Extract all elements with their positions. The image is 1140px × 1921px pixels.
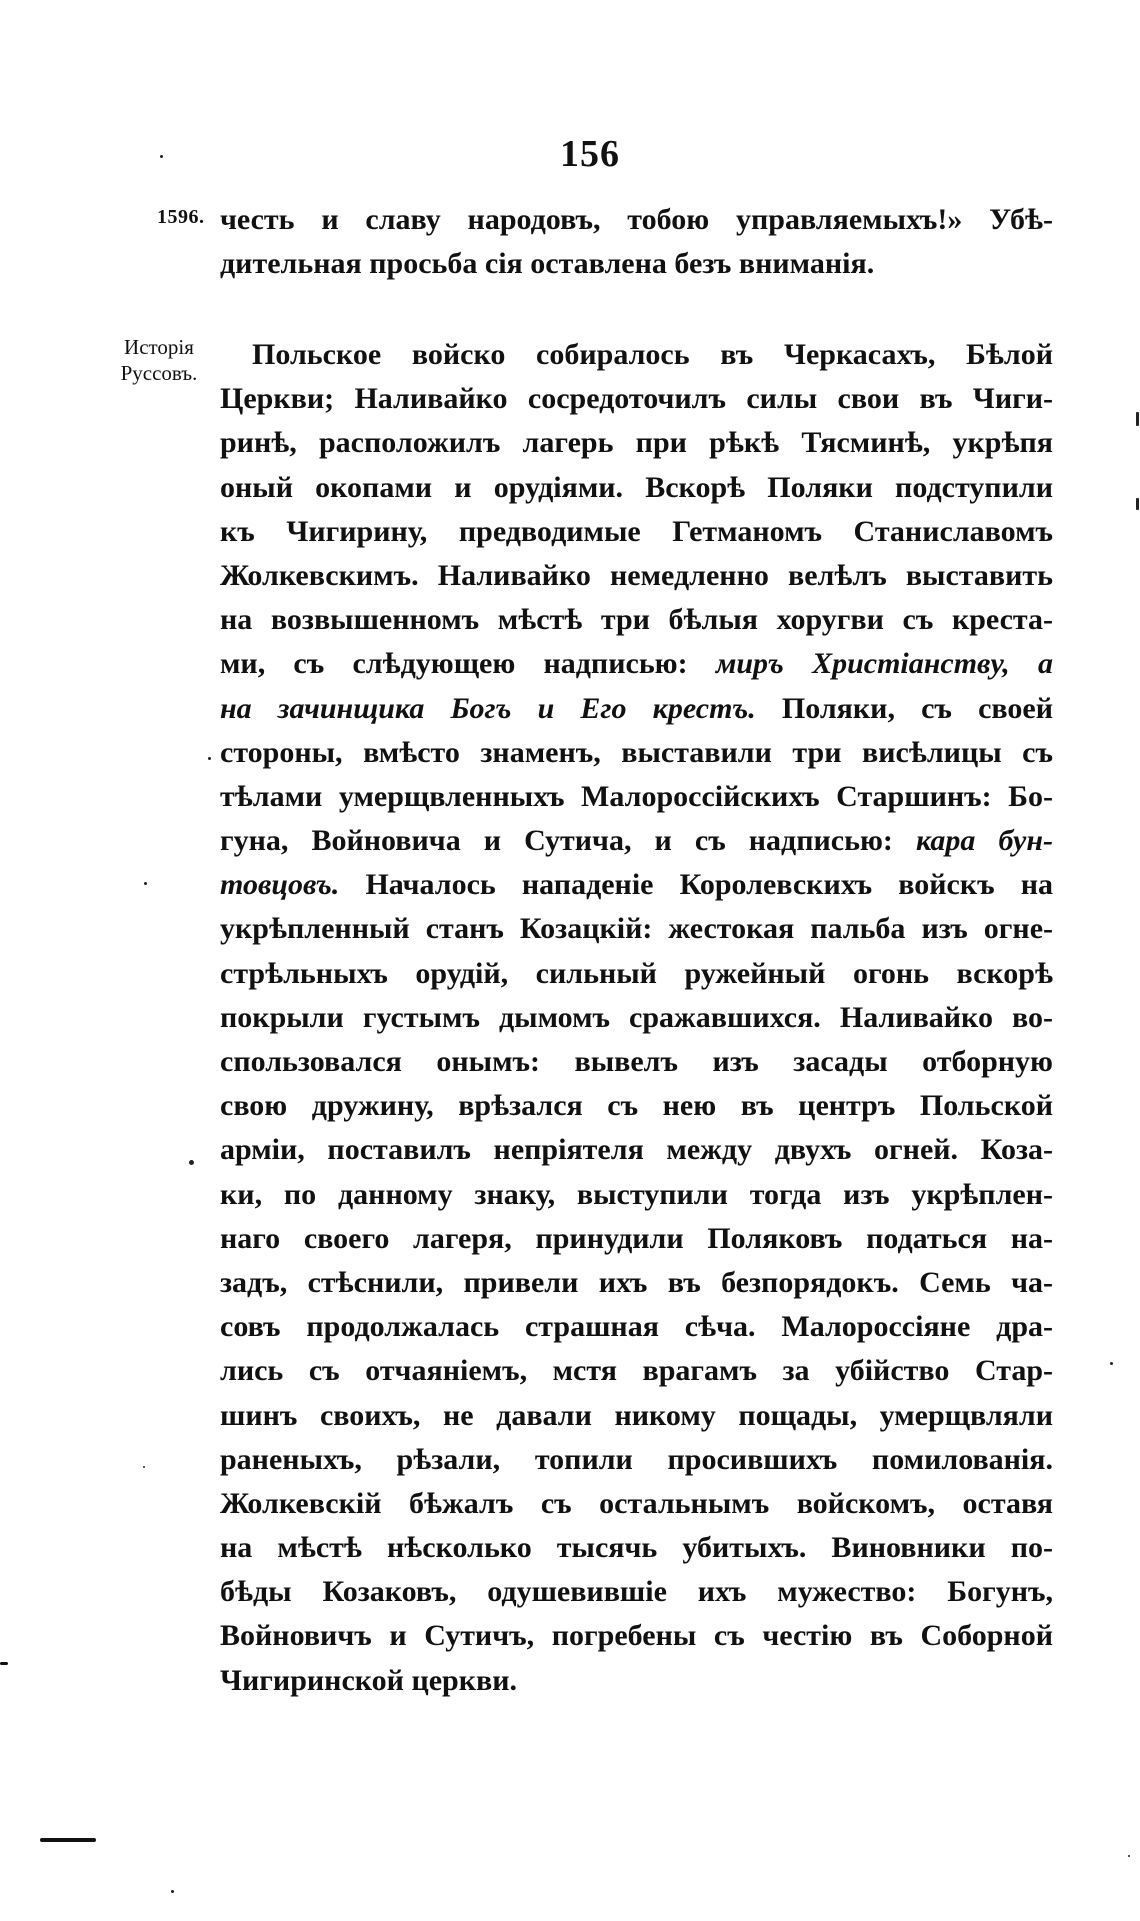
italic-inscription: миръ Христіанству, а	[715, 647, 1053, 681]
text-line: покрыли густымъ дымомъ сражавшихся. Наливайко во-	[220, 1000, 1053, 1034]
scan-speck	[160, 155, 163, 158]
scan-speck	[143, 1466, 145, 1468]
scan-dash-mark	[40, 1838, 96, 1842]
italic-inscription: кара бун-	[915, 824, 1053, 858]
text-line: лись съ отчаяніемъ, мстя врагамъ за убійство Стар-	[220, 1354, 1053, 1388]
text-line: раненыхъ, рѣзали, топили просившихъ помилованія.	[220, 1442, 1053, 1476]
text-line: совъ продолжалась страшная сѣча. Малороссіяне дра-	[220, 1310, 1053, 1344]
text-line: стороны, вмѣсто знаменъ, выставили три висѣлицы съ	[220, 735, 1053, 769]
text-line: на мѣстѣ нѣсколько тысячь убитыхъ. Виновники по-	[220, 1531, 1053, 1565]
text-line: Жолкевскимъ. Наливайко немедленно велѣлъ выставить	[220, 558, 1053, 592]
text-line	[220, 687, 1053, 731]
text-line: тѣлами умерщвленныхъ Малороссійскихъ Старшинъ: Бо-	[220, 779, 1053, 813]
scan-speck	[1110, 1362, 1113, 1365]
italic-inscription: на зачинщика Богъ и Его крестъ.	[220, 691, 756, 725]
scan-speck	[171, 1890, 174, 1893]
text-line: Церкви; Наливайко сосредоточилъ силы свои въ Чиги-	[220, 382, 1053, 416]
year-margin-note: 1596.	[157, 206, 205, 228]
scan-speck	[1128, 1855, 1130, 1857]
text-segment: гуна, Войновича и Сутича, и съ надписью:	[220, 824, 916, 858]
text-segment: Поляки, съ своей	[755, 691, 1053, 725]
source-margin-line: Руссовъ.	[120, 361, 198, 385]
text-line: шинъ своихъ, не давали никому пощады, умерщвляли	[220, 1398, 1053, 1432]
text-line: укрѣпленный станъ Козацкій: жестокая пальба изъ огне-	[220, 912, 1053, 946]
text-line: задъ, стѣснили, привели ихъ въ безпорядокъ. Семь ча-	[220, 1265, 1053, 1299]
text-line: спользовался онымъ: вывелъ изъ засады отборную	[220, 1045, 1053, 1078]
intro-paragraph	[220, 198, 1053, 286]
text-line: арміи, поставилъ непріятеля между двухъ огней. Коза-	[220, 1133, 1053, 1167]
text-line: Чигиринской церкви.	[220, 1663, 518, 1697]
text-line: ринѣ, расположилъ лагерь при рѣкѣ Тясминѣ, укрѣпя	[220, 426, 1053, 460]
scan-speck	[189, 1160, 194, 1165]
text-line: дительная просьба сія оставлена безъ вниманія.	[220, 247, 875, 280]
text-line: бѣды Козаковъ, одушевившіе ихъ мужество: Богунъ,	[220, 1575, 1053, 1609]
text-line: наго своего лагеря, принудили Поляковъ податься на-	[220, 1221, 1053, 1255]
text-segment: ми, съ слѣдующею надписью:	[220, 647, 716, 681]
text-line	[220, 863, 1053, 907]
source-margin-line: Исторія	[124, 335, 194, 359]
text-line: оный окопами и орудіями. Вскорѣ Поляки подступили	[220, 470, 1053, 504]
scan-speck	[1136, 498, 1139, 510]
text-line: свою дружину, врѣзался съ нею въ центръ Польской	[220, 1089, 1053, 1123]
text-line: на возвышенномъ мѣстѣ три бѣлыя хоругви съ креста-	[220, 603, 1053, 637]
text-line: къ Чигирину, предводимые Гетманомъ Станиславомъ	[220, 514, 1053, 548]
text-line	[220, 642, 1053, 686]
source-margin-note	[104, 334, 214, 386]
text-segment: Началось нападеніе Королевскихъ войскъ на	[339, 868, 1053, 902]
scan-speck	[208, 757, 211, 760]
text-line: ки, по данному знаку, выступили тогда изъ укрѣплен-	[220, 1177, 1053, 1211]
text-line: Жолкевскій бѣжалъ съ остальнымъ войскомъ, оставя	[220, 1486, 1053, 1520]
text-line	[220, 819, 1053, 863]
scan-edge-mark	[0, 1662, 8, 1665]
page-number: 156	[560, 133, 620, 175]
text-line: Войновичъ и Сутичъ, погребены съ честію въ Соборной	[220, 1619, 1053, 1653]
scan-speck	[144, 882, 147, 885]
italic-inscription: товцовъ.	[220, 868, 340, 902]
main-paragraph	[220, 333, 1053, 1703]
text-line: честь и славу народовъ, тобою управляемыхъ!» Убѣ-	[220, 203, 1053, 236]
text-line: стрѣльныхъ орудій, сильный ружейный огонь вскорѣ	[220, 956, 1053, 990]
text-line: Польское войско собиралось въ Черкасахъ, Бѣлой	[252, 338, 1053, 371]
scan-speck	[1136, 412, 1139, 426]
